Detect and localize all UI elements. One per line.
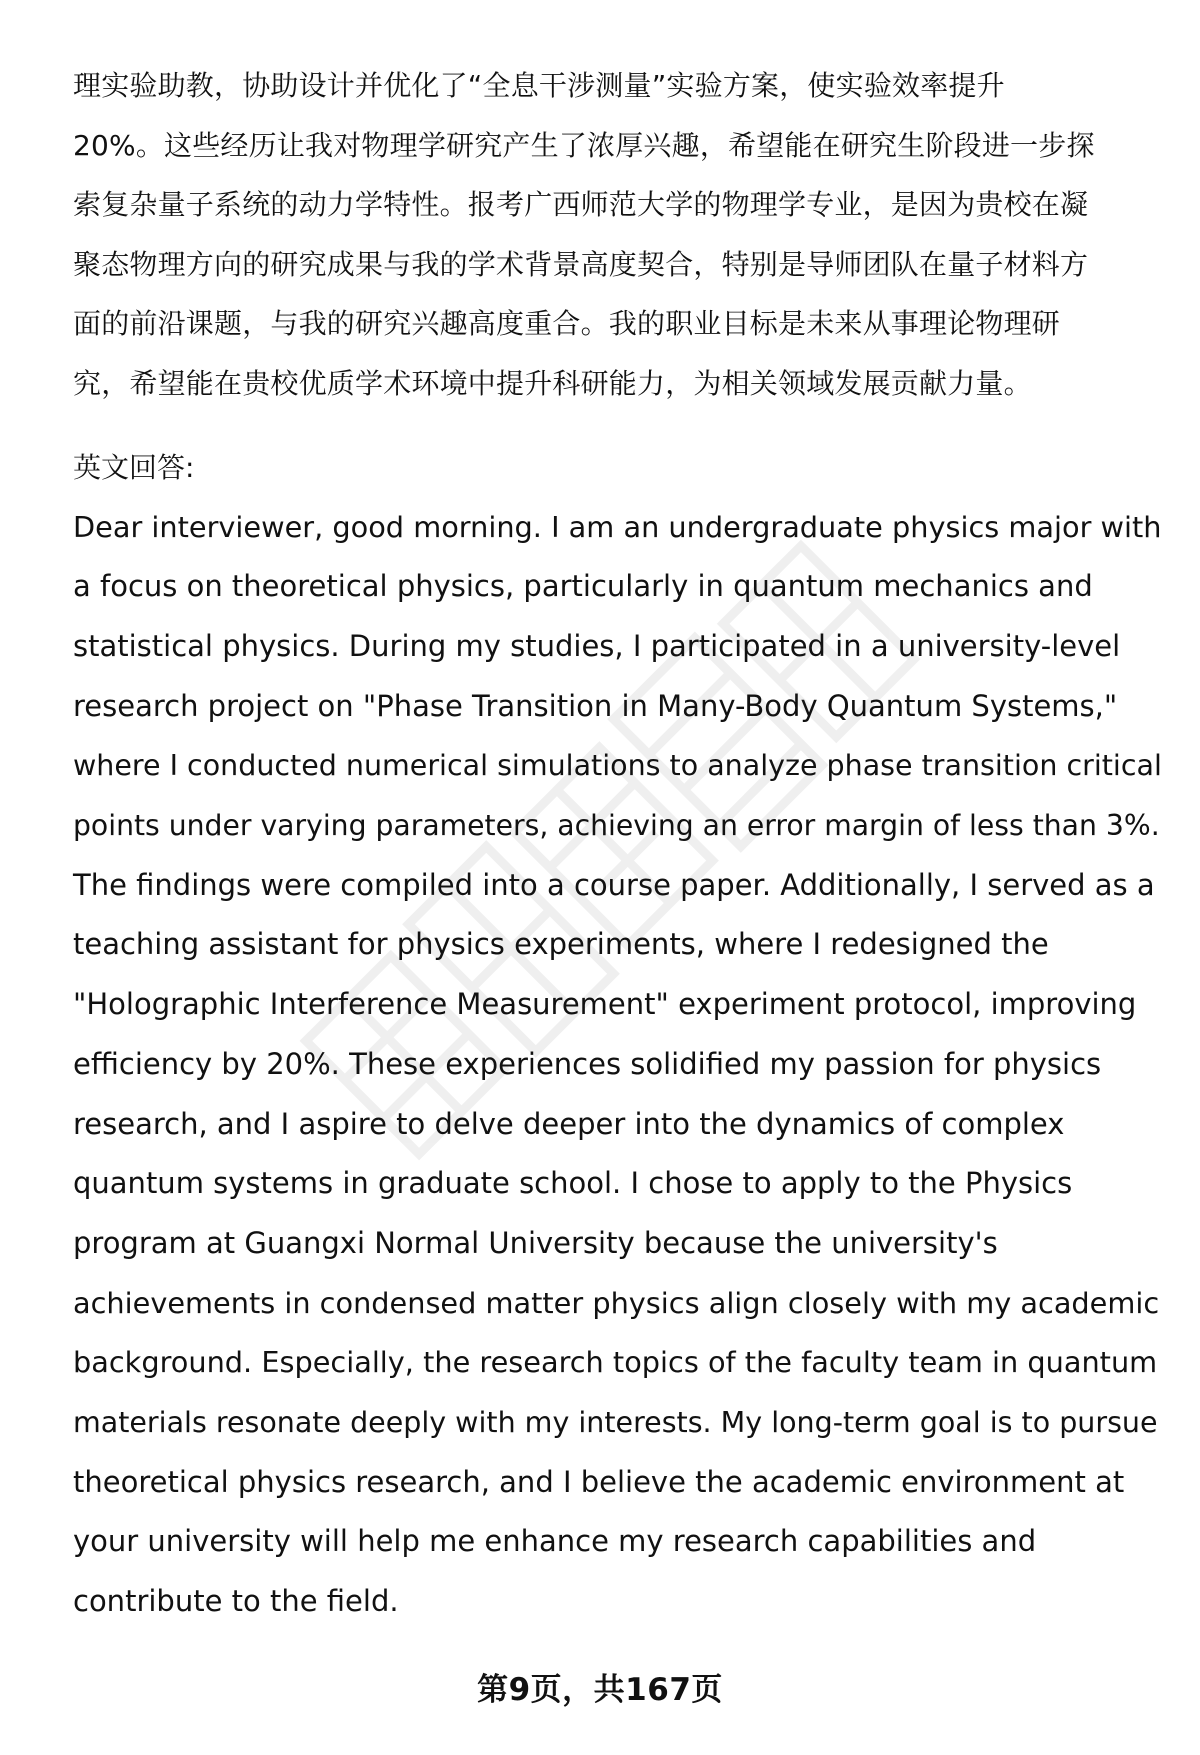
en-line: research project on "Phase Transition in Many-Body Quantum Systems,": [73, 688, 1118, 723]
en-line: efficiency by 20%. These experiences solidified my passion for physics: [73, 1046, 1102, 1081]
en-line: teaching assistant for physics experiments, where I redesigned the: [73, 927, 1049, 962]
en-line: quantum systems in graduate school. I chose to apply to the Physics: [73, 1166, 1073, 1201]
en-line: "Holographic Interference Measurement" experiment protocol, improving: [73, 987, 1137, 1022]
en-line: materials resonate deeply with my interests. My long-term goal is to pursue: [73, 1406, 1158, 1440]
en-line: statistical physics. During my studies, I participated in a university-level: [73, 628, 1121, 663]
cn-line: 索复杂量子系统的动力学特性。报考广西师范大学的物理学专业，是因为贵校在凝: [73, 188, 1089, 221]
cn-line: 理实验助教，协助设计并优化了“全息干涉测量”实验方案，使实验效率提升: [73, 69, 1005, 102]
en-line: background. Especially, the research topics of the faculty team in quantum: [73, 1345, 1158, 1380]
cn-line: 面的前沿课题，与我的研究兴趣高度重合。我的职业目标是未来从事理论物理研: [73, 307, 1061, 340]
cn-line: 究，希望能在贵校优质学术环境中提升科研能力，为相关领域发展贡献力量。: [73, 366, 1032, 400]
en-line: achievements in condensed matter physics align closely with my academic: [73, 1285, 1160, 1320]
cn-line: 聚态物理方向的研究成果与我的学术背景高度契合，特别是导师团队在量子材料方: [73, 247, 1089, 281]
document-body: [73, 56, 1163, 1632]
english-answer-paragraph: [73, 498, 1163, 1632]
en-line: points under varying parameters, achieving an error margin of less than 3%.: [73, 809, 1160, 843]
en-line: a focus on theoretical physics, particularly in quantum mechanics and: [73, 569, 1093, 604]
en-line: contribute to the field.: [73, 1584, 399, 1619]
en-line: The findings were compiled into a course paper. Additionally, I served as a: [73, 867, 1155, 902]
en-line: where I conducted numerical simulations to analyze phase transition critical: [73, 749, 1162, 783]
chinese-answer-paragraph: [73, 56, 1163, 413]
english-answer-label: 英文回答:: [73, 451, 195, 484]
en-line: program at Guangxi Normal University because the university's: [73, 1225, 998, 1260]
en-line: theoretical physics research, and I believe the academic environment at: [73, 1464, 1125, 1499]
cn-line: 20%。这些经历让我对物理学研究产生了浓厚兴趣，希望能在研究生阶段进一步探: [73, 128, 1095, 162]
en-line: research, and I aspire to delve deeper into the dynamics of complex: [73, 1106, 1065, 1141]
en-line: Dear interviewer, good morning. I am an undergraduate physics major with: [73, 509, 1162, 544]
page-number: 第9页，共167页: [477, 1672, 723, 1708]
en-line: your university will help me enhance my research capabilities and: [73, 1524, 1037, 1559]
